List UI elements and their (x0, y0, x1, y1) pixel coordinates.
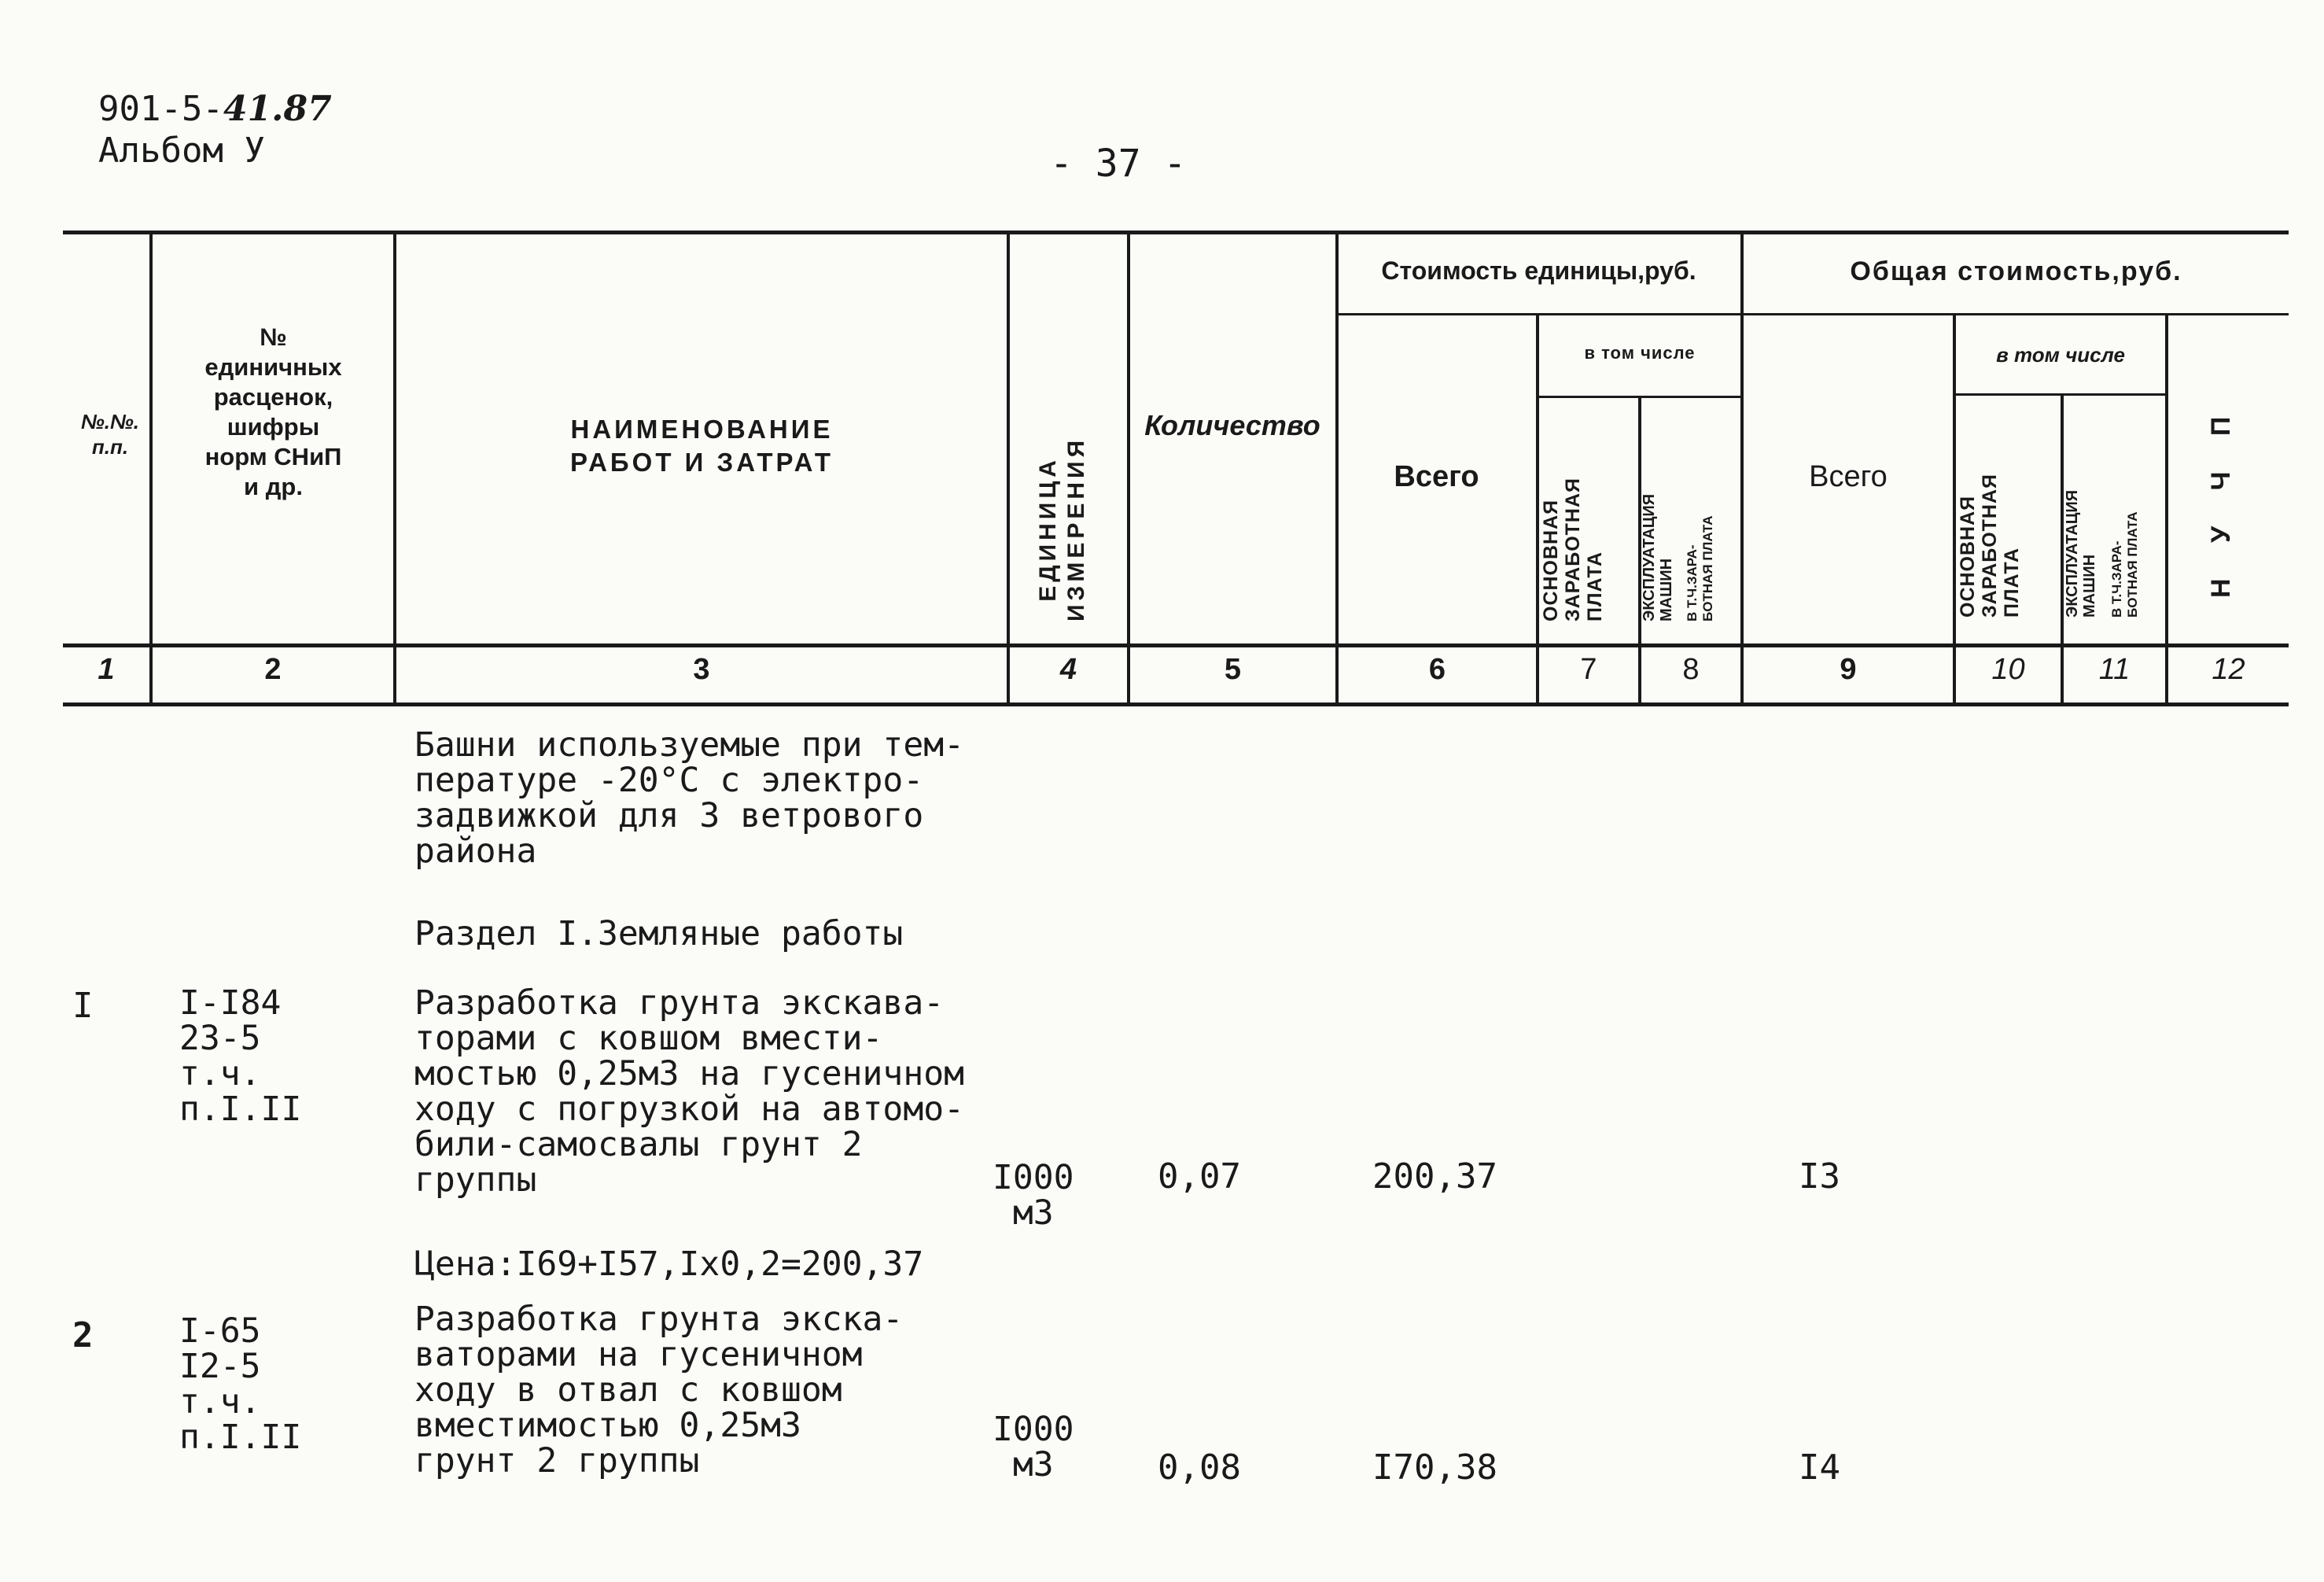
total-cost: I4 (1799, 1447, 1840, 1488)
header-total-cost: Общая стоимость,руб. (1850, 256, 2182, 286)
col-number: 12 (2212, 653, 2245, 686)
page-number: - 37 - (1050, 142, 1187, 186)
col-number: 8 (1682, 653, 1700, 686)
quantity: 0,07 (1158, 1156, 1241, 1197)
header-quantity: Количество (1144, 409, 1320, 441)
header-unit-machines: ЭКСПЛУАТАЦИЯ МАШИН (1641, 493, 1675, 621)
header-total-base-wage: ОСНОВНАЯ ЗАРАБОТНАЯ ПЛАТА (1957, 473, 2023, 618)
section-title: Раздел I.Земляные работы (414, 914, 904, 953)
price-note: Цена:I69+I57,Ix0,2=200,37 (414, 1245, 924, 1284)
col-number: 3 (693, 653, 710, 686)
header-total-incl: в том числе (1996, 343, 2125, 367)
quantity: 0,08 (1158, 1447, 1241, 1488)
header-unit-base-wage: ОСНОВНАЯ ЗАРАБОТНАЯ ПЛАТА (1540, 477, 1606, 621)
header-unit-cost: Стоимость единицы,руб. (1381, 256, 1696, 285)
total-cost: I3 (1799, 1156, 1840, 1197)
album-label: Альбом У (98, 131, 265, 171)
unit-cost-total: I70,38 (1372, 1447, 1497, 1488)
header-unit-incl: в том числе (1584, 343, 1696, 363)
col-number: 7 (1580, 653, 1597, 686)
unit: I000 м3 (993, 1410, 1074, 1484)
header-unit-machines-wage: В Т.Ч.ЗАРА- БОТНАЯ ПЛАТА (1685, 515, 1715, 621)
row-number: 2 (72, 1315, 94, 1355)
header-unit: ЕДИНИЦА ИЗМЕРЕНИЯ (1035, 436, 1089, 621)
col-number: 9 (1840, 653, 1857, 686)
col-number: 10 (1991, 653, 2025, 686)
unit: I000 м3 (993, 1158, 1074, 1233)
header-work-name: НАИМЕНОВАНИЕ РАБОТ И ЗАТРАТ (569, 415, 834, 477)
header-row-number: №.№. п.п. (80, 410, 140, 459)
col-number: 6 (1428, 653, 1446, 686)
unit-cost-total: 200,37 (1372, 1156, 1497, 1197)
row-number: I (72, 986, 94, 1026)
col-number: 5 (1224, 653, 1242, 686)
col-number: 2 (264, 653, 282, 686)
col-number: 11 (2098, 653, 2131, 686)
header-rate-codes: № единичных расценок, шифры норм СНиП и др. (204, 323, 342, 500)
header-nuch: Н У Ч П (2206, 402, 2236, 598)
document-code: 901-5-41.87 (98, 89, 332, 129)
rate-code: I-I84 23-5 т.ч. п.I.II (179, 983, 302, 1129)
header-total-machines: ЭКСПЛУАТАЦИЯ МАШИН (2064, 489, 2098, 618)
document-code-handwritten: 41.87 (223, 89, 332, 129)
col-number: 4 (1059, 653, 1077, 686)
header-unit-all: Всего (1394, 460, 1479, 493)
work-name: Разработка грунта экскава- торами с ковшом вмести- мостью 0,25м3 на гусеничном ходу с погрузкой на автомо- били-самосвалы грунт 2 группы (414, 983, 964, 1200)
col-number: 1 (98, 653, 115, 686)
work-name: Разработка грунта экска- ваторами на гусеничном ходу в отвал с ковшом вместимостью 0,25м3 грунт 2 группы (414, 1300, 904, 1481)
header-total-machines-wage: В Т.Ч.ЗАРА- БОТНАЯ ПЛАТА (2109, 511, 2140, 618)
header-total-all: Всего (1809, 460, 1888, 493)
rate-code: I-65 I2-5 т.ч. п.I.II (179, 1311, 302, 1457)
intro-text: Башни используемые при тем- пературе -20°С с электро- задвижкой для 3 ветрового района (414, 725, 964, 871)
